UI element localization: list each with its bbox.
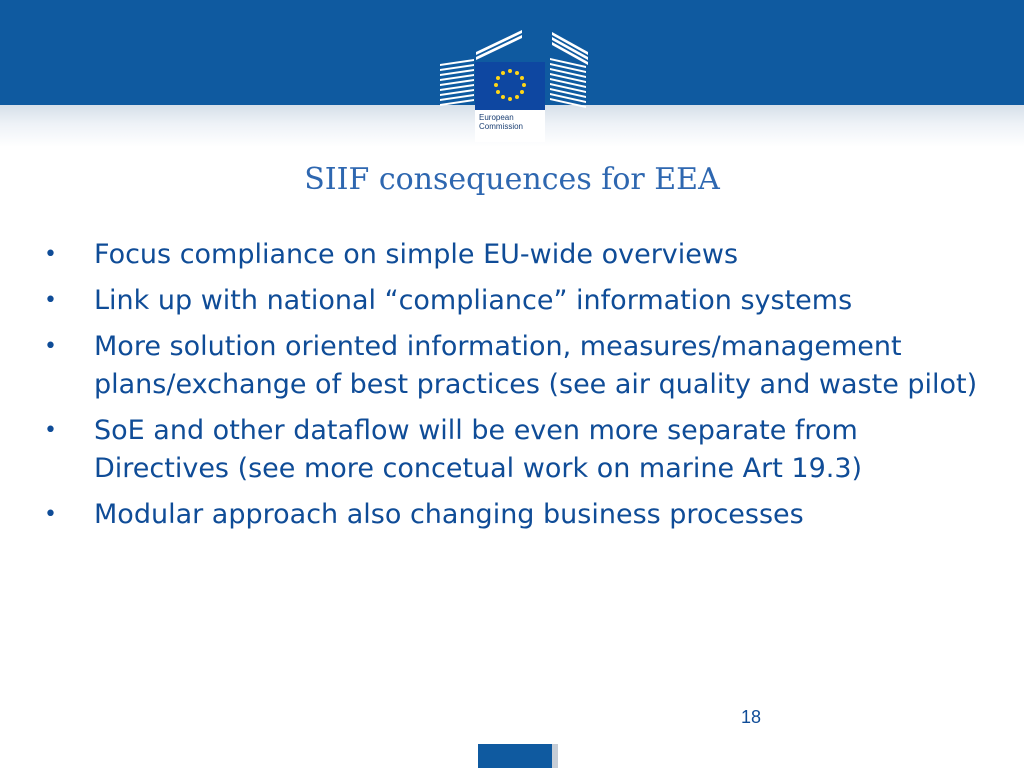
bullet-item	[44, 328, 994, 404]
bullet-dot-icon: •	[44, 334, 57, 359]
bullet-item	[44, 412, 994, 488]
bullet-text: Focus compliance on simple EU-wide overviews	[94, 239, 739, 270]
page-number: 18	[741, 707, 762, 727]
bullet-dot-icon: •	[44, 418, 57, 443]
bullet-text: Modular approach also changing business processes	[94, 499, 804, 530]
logo-wordmark	[479, 113, 545, 131]
bullet-item	[44, 282, 994, 320]
bullet-dot-icon: •	[44, 242, 57, 267]
bullet-dot-icon: •	[44, 288, 57, 313]
bullet-text: SoE and other dataflow will be even more separate from Directives (see more concetual work on marine Art 19.3)	[94, 415, 863, 484]
bullet-text: More solution oriented information, measures/management plans/exchange of best practices (see air quality and waste pilot)	[94, 331, 978, 400]
slide-title: SIIF consequences for EEA	[304, 162, 720, 197]
logo-line-european: European	[479, 113, 514, 122]
bullet-text: Link up with national “compliance” information systems	[94, 285, 853, 316]
bullet-item	[44, 496, 994, 534]
eu-flag-icon	[475, 62, 545, 110]
logo-line-commission: Commission	[479, 122, 524, 131]
footer-flag-icon	[478, 744, 558, 768]
bullet-dot-icon: •	[44, 502, 57, 527]
bullet-list	[44, 236, 994, 542]
bullet-item	[44, 236, 994, 274]
